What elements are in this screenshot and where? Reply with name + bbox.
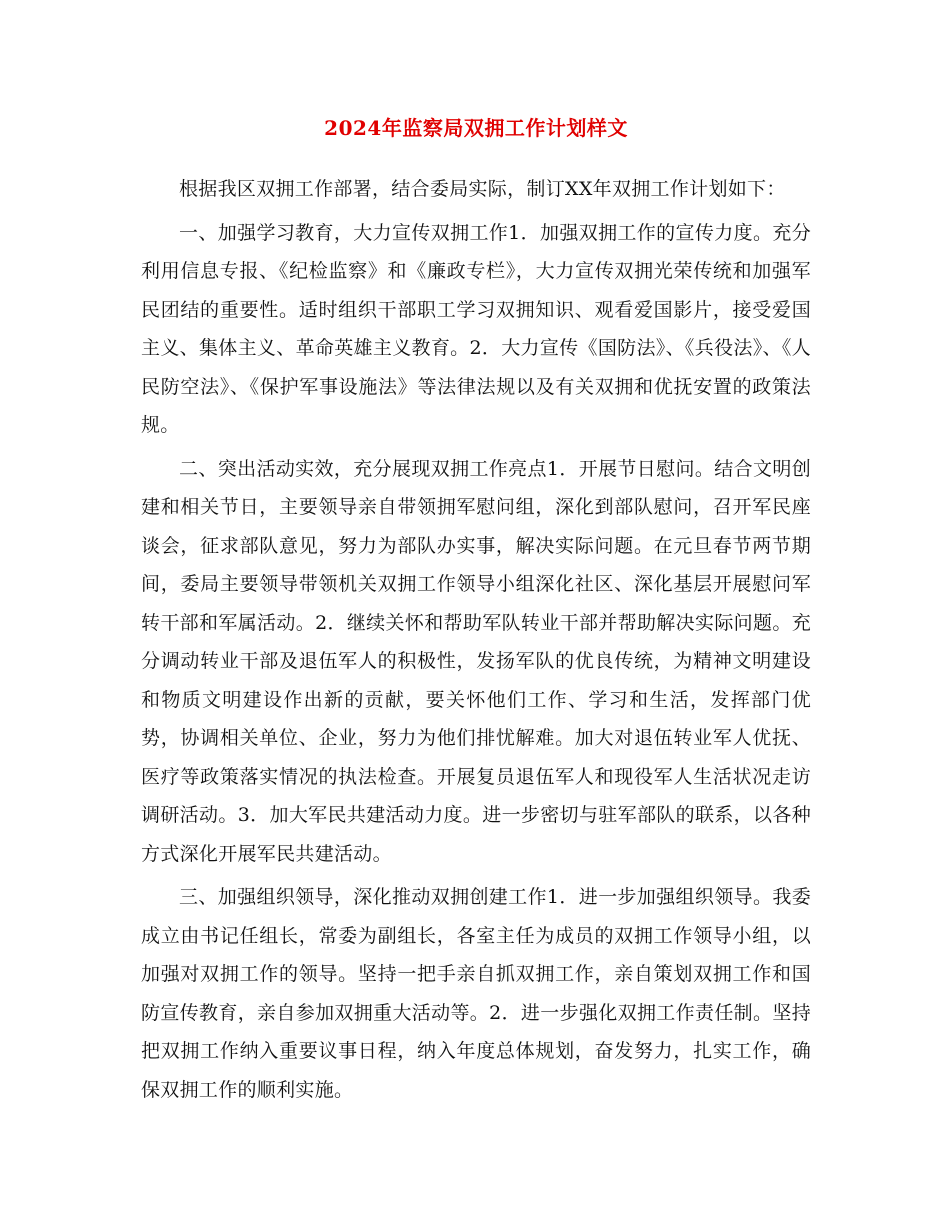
- paragraph-section-2: 二、突出活动实效，充分展现双拥工作亮点1．开展节日慰问。结合文明创建和相关节日，主要领导亲自带领拥军慰问组，深化到部队慰问，召开军民座谈会，征求部队意见，努力为部队办实事，解决实际问题。在元旦春节两节期间，委局主要领导带领机关双拥工作领导小组深化社区、深化基层开展慰问军转干部和军属活动。2．继续关怀和帮助军队转业干部并帮助解决实际问题。充分调动转业干部及退伍军人的积极性，发扬军队的优良传统，为精神文明建设和物质文明建设作出新的贡献，要关怀他们工作、学习和生活，发挥部门优势，协调相关单位、企业，努力为他们排忧解难。加大对退伍转业军人优抚、医疗等政策落实情况的执法检查。开展复员退伍军人和现役军人生活状况走访调研活动。3．加大军民共建活动力度。进一步密切与驻军部队的联系，以各种方式深化开展军民共建活动。: [141, 457, 811, 865]
- document-page: [141, 108, 811, 1109]
- paragraph-section-3: 三、加强组织领导，深化推动双拥创建工作1．进一步加强组织领导。我委成立由书记任组长，常委为副组长，各室主任为成员的双拥工作领导小组，以加强对双拥工作的领导。坚持一把手亲自抓双拥工作，亲自策划双拥工作和国防宣传教育，亲自参加双拥重大活动等。2．进一步强化双拥工作责任制。坚持把双拥工作纳入重要议事日程，纳入年度总体规划，奋发努力，扎实工作，确保双拥工作的顺利实施。: [141, 886, 811, 1101]
- document-title: 2024年监察局双拥工作计划样文: [324, 116, 628, 140]
- paragraph-intro: 根据我区双拥工作部署，结合委局实际，制订XX年双拥工作计划如下：: [179, 178, 786, 200]
- paragraph-section-1: 一、加强学习教育，大力宣传双拥工作1．加强双拥工作的宣传力度。充分利用信息专报、《纪检监察》和《廉政专栏》，大力宣传双拥光荣传统和加强军民团结的重要性。适时组织干部职工学习双拥知识、观看爱国影片，接受爱国主义、集体主义、革命英雄主义教育。2．大力宣传《国防法》、《兵役法》、《人民防空法》、《保护军事设施法》等法律法规以及有关双拥和优抚安置的政策法规。: [141, 221, 811, 436]
